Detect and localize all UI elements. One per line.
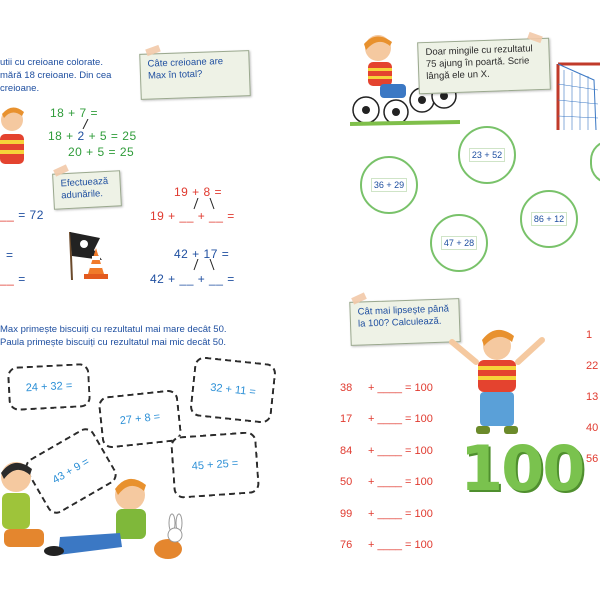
equation: 19 + 8 = xyxy=(174,185,223,199)
football xyxy=(360,156,418,214)
ball-label: 86 + 12 xyxy=(531,212,567,226)
edge-number: 56 xyxy=(586,453,599,465)
cookie-label: 32 + 11 = xyxy=(209,381,257,399)
cookie-label: 24 + 32 = xyxy=(25,379,73,395)
edge-numbers xyxy=(586,320,598,475)
goal-net-illustration xyxy=(554,60,600,132)
question-note xyxy=(139,50,251,100)
question-text: Câte creioane are Max în total? xyxy=(147,56,224,82)
edge-number: 13 xyxy=(586,391,599,403)
goal-note-text: Doar mingile cu rezultatul 75 ajung în poartă. Scrie lângă ele un X. xyxy=(425,43,533,83)
pirate-flag-and-cone-illustration xyxy=(62,228,110,294)
big-hundred: 100 xyxy=(460,432,584,505)
missing-row: 76 + ____ = 100 xyxy=(340,539,433,551)
football-partial xyxy=(590,140,600,184)
missing-row: 50 + ____ = 100 xyxy=(340,476,433,488)
intro-line: utii cu creioane colorate. xyxy=(0,57,103,68)
edge-number: 40 xyxy=(586,422,599,434)
equation: 42 + __ + __ = xyxy=(150,272,235,286)
equation: 20 + 5 = 25 xyxy=(68,145,135,159)
missing-row: 17 + ____ = 100 xyxy=(340,413,433,425)
biscuit-line: Max primește biscuiți cu rezultatul mai mare decât 50. xyxy=(0,324,227,335)
boy-arms-raised-illustration xyxy=(442,318,552,448)
branch-lines xyxy=(78,119,98,129)
instruction-note xyxy=(52,170,122,210)
ball-label: 23 + 52 xyxy=(469,148,505,162)
cookie-label: 27 + 8 = xyxy=(119,410,161,428)
intro-line: mără 18 creioane. Din cea xyxy=(0,70,112,81)
ball-label: 36 + 29 xyxy=(371,178,407,192)
missing-row: 99 + ____ = 100 xyxy=(340,508,433,520)
branch-lines xyxy=(192,259,222,271)
children-illustration xyxy=(0,455,200,565)
cookie-label: 45 + 25 = xyxy=(191,457,239,473)
edge-number: 22 xyxy=(586,360,599,372)
equation: 19 + __ + __ = xyxy=(150,209,235,223)
goal-note xyxy=(417,38,551,95)
partial-equation: = xyxy=(6,248,14,262)
right-page xyxy=(300,0,600,600)
boy-with-pencils-illustration xyxy=(0,100,30,180)
cookie xyxy=(98,389,183,449)
football xyxy=(458,126,516,184)
intro-line: creioane. xyxy=(0,83,40,94)
biscuit-instructions xyxy=(0,323,227,349)
cookie-label: 43 + 9 = xyxy=(50,455,92,487)
equation: 18 + 7 = xyxy=(50,106,99,120)
edge-number: 1 xyxy=(586,329,593,341)
football xyxy=(430,214,488,272)
football xyxy=(520,190,578,248)
instruction-text: Efectuează adunările. xyxy=(60,175,109,202)
partial-equation: __ = 72 xyxy=(0,208,44,222)
biscuit-line: Paula primește biscuiți cu rezultatul mai mic decât 50. xyxy=(0,337,226,348)
partial-equation: __ = xyxy=(0,272,26,286)
missing-row: 84 + ____ = 100 xyxy=(340,445,433,457)
cookie xyxy=(189,356,277,424)
ball-label: 47 + 28 xyxy=(441,236,477,250)
intro-text xyxy=(0,56,111,95)
equation: 42 + 17 = xyxy=(174,247,230,261)
equation-decomposition: 18 + 2 + 5 = 25 xyxy=(48,129,137,143)
missing-row: 38 + ____ = 100 xyxy=(340,382,433,394)
hundred-note-text: Cât mai lipsește până la 100? Calculează. xyxy=(357,303,450,330)
cookie xyxy=(7,363,91,411)
